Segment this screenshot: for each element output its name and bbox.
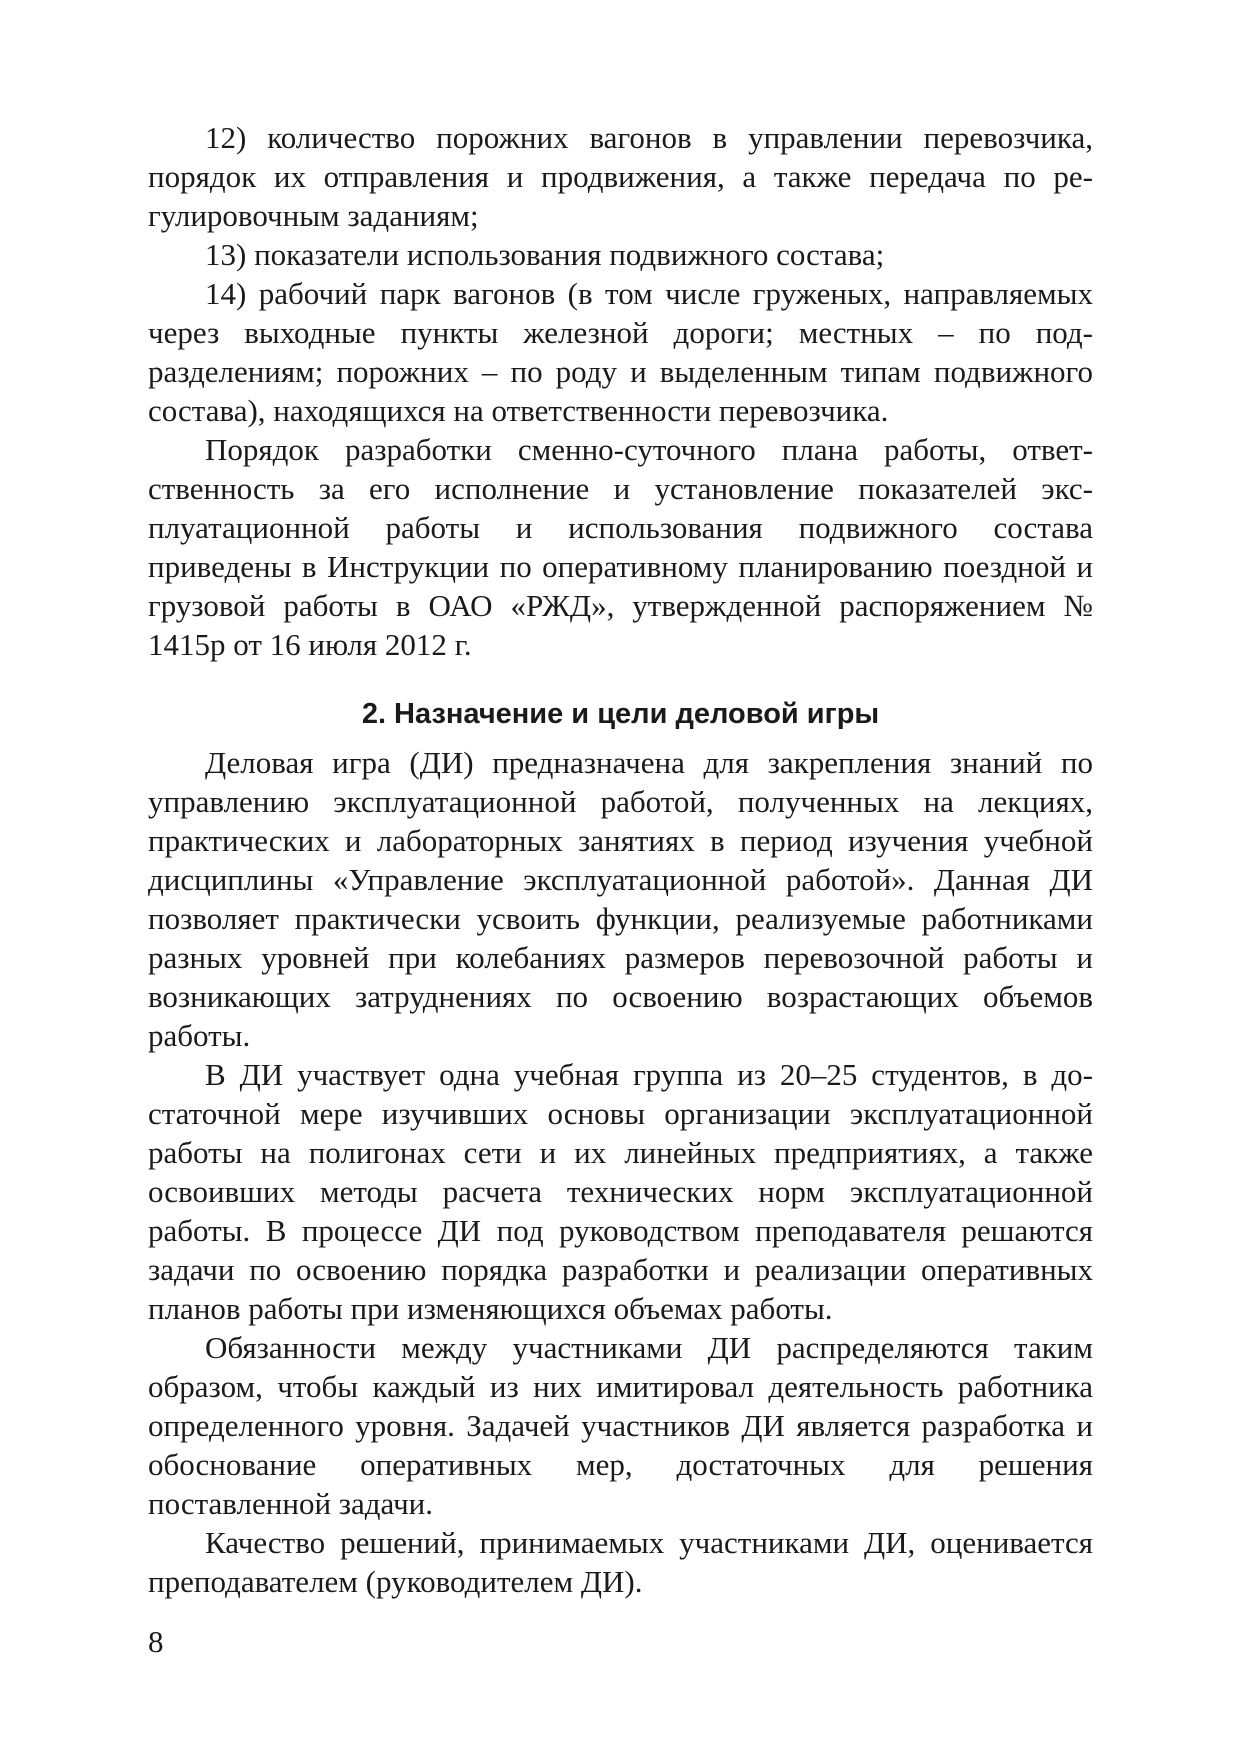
- paragraph-item-13: 13) показатели использования подвижного состава;: [205, 237, 885, 272]
- paragraph-planning-order: Порядок разработки сменно-суточного плана работы, ответственность за его исполнение и установление показателей эксплуатационной работы и использования подвижного состава приведены в Инструкции по оперативному планированию поездной и грузовой работы в ОАО «РЖД», утвержденной распоряжением № 1415р от 16 июля 2012 г.: [148, 432, 1093, 662]
- paragraph-participants: В ДИ участвует одна учебная группа из 20–25 студентов, в достаточной мере изучивших основы организации эксплуатационной работы на полигонах сети и их линейных предприятиях, а также освоивших методы расчета технических норм эксплуатационной работы. В процессе ДИ под руководством преподавателя решаются задачи по освоению порядка разработки и реализации оперативных планов работы при изменяющихся объемах работы.: [148, 1057, 1093, 1326]
- page-body: [148, 118, 1093, 1601]
- paragraph-item-14: 14) рабочий парк вагонов (в том числе груженых, направляемых через выходные пункты железной дороги; местных – по подразделениям; порожних – по роду и выделенным типам подвижного состава), находящихся на ответственности перевозчика.: [148, 276, 1093, 428]
- section-heading: 2. Назначение и цели деловой игры: [361, 698, 880, 730]
- page-number: 8: [148, 1624, 164, 1659]
- paragraph-game-purpose: Деловая игра (ДИ) предназначена для закрепления знаний по управлению эксплуатационной работой, полученных на лекциях, практических и лабораторных занятиях в период изучения учебной дисциплины «Управление эксплуатационной работой». Данная ДИ позволяет практически усвоить функции, реализуемые работниками разных уровней при колебаниях размеров перевозочной работы и возникающих затруднениях по освоению возрастающих объемов работы.: [148, 745, 1093, 1053]
- paragraph-evaluation: Качество решений, принимаемых участниками ДИ, оценивается преподавателем (руководителем ДИ).: [148, 1525, 1093, 1599]
- paragraph-duties: Обязанности между участниками ДИ распределяются таким образом, чтобы каждый из них имитировал деятельность работника определенного уровня. Задачей участников ДИ является разработка и обоснование оперативных мер, достаточных для решения поставленной задачи.: [148, 1330, 1093, 1521]
- paragraph-item-12: 12) количество порожних вагонов в управлении перевозчика, порядок их отправления и продвижения, а также передача по регулировочным заданиям;: [148, 120, 1093, 233]
